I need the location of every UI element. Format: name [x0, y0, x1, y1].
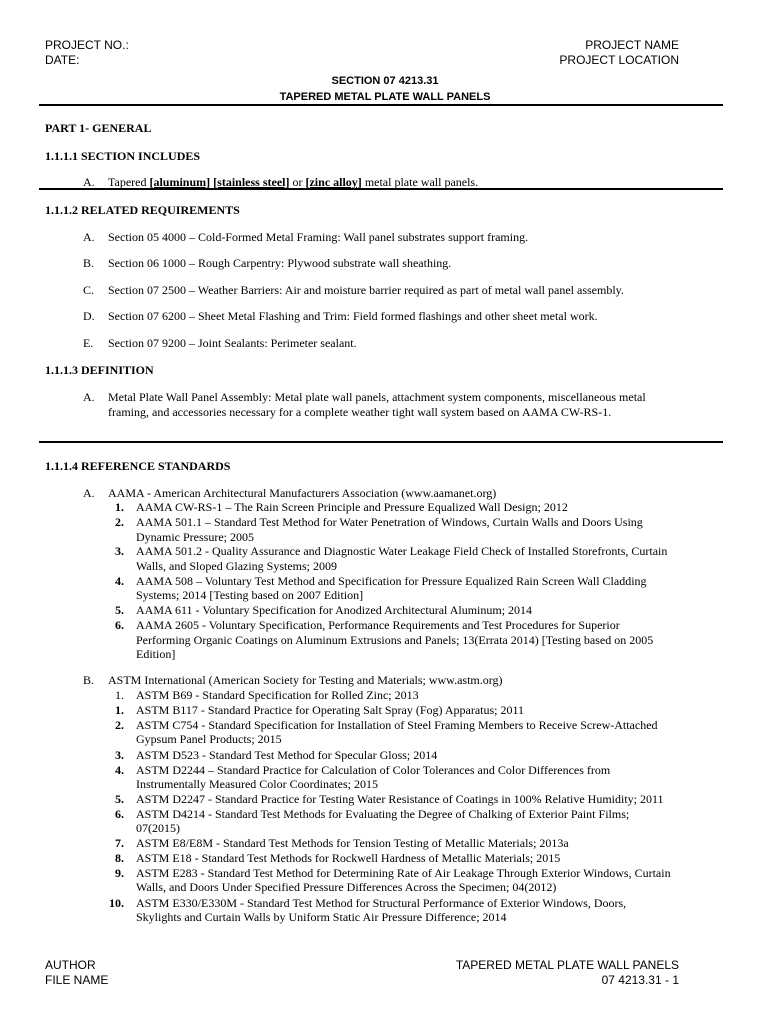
item-text-line: Instrumentally Measured Color Coordinates; 2015 — [136, 777, 378, 791]
item-text-line: ASTM E283 - Standard Test Method for Determining Rate of Air Leakage Through Exterior Windows, Curtain — [136, 866, 671, 880]
item-number: 1. — [115, 500, 124, 514]
item-text-line: framing, and accessories necessary for a complete weather tight wall system based on AAMA CW-RS-1. — [108, 405, 612, 419]
footer-author: AUTHOR — [45, 958, 96, 972]
item-number: 9. — [115, 866, 124, 880]
footer-page-number: 07 4213.31 - 1 — [601, 973, 679, 987]
item-text-line: ASTM E330/E330M - Standard Test Method for Structural Performance of Exterior Windows, Doors, — [136, 896, 627, 910]
item-number: 3. — [115, 544, 124, 558]
item-text-line: AAMA 508 – Voluntary Test Method and Specification for Pressure Equalized Rain Screen Wall Cladding — [136, 574, 647, 588]
item-letter: A. — [83, 390, 95, 404]
item-letter: E. — [83, 336, 94, 350]
option-stainless-steel: [stainless steel] — [213, 175, 290, 189]
item-text-line: ASTM C754 - Standard Specification for Installation of Steel Framing Members to Receive Screw-Attached — [136, 718, 658, 732]
item-text-line: ASTM D523 - Standard Test Method for Specular Gloss; 2014 — [136, 748, 438, 762]
item-text: Tapered [aluminum] [stainless steel] or [zinc alloy] metal plate wall panels. — [108, 175, 479, 189]
item-letter: D. — [83, 309, 95, 323]
item-number: 6. — [115, 807, 124, 821]
item-text-line: AAMA 501.2 - Quality Assurance and Diagnostic Water Leakage Field Check of Installed Storefronts, Curtain — [136, 544, 668, 558]
footer-document-title: TAPERED METAL PLATE WALL PANELS — [455, 958, 679, 972]
section-title: TAPERED METAL PLATE WALL PANELS — [279, 91, 491, 103]
item-text-line: AAMA 2605 - Voluntary Specification, Performance Requirements and Test Procedures for Superior — [136, 618, 620, 632]
reference-standards-heading: 1.1.1.4 REFERENCE STANDARDS — [45, 459, 231, 473]
item-text-line: AAMA CW-RS-1 – The Rain Screen Principle and Pressure Equalized Wall Design; 2012 — [136, 500, 568, 514]
title-rule — [39, 104, 723, 106]
item-number: 1. — [115, 688, 124, 702]
item-number: 8. — [115, 851, 124, 865]
item-text: Section 06 1000 – Rough Carpentry: Plywood substrate wall sheathing. — [108, 256, 452, 270]
item-number: 4. — [115, 574, 124, 588]
part-heading: PART 1- GENERAL — [45, 121, 152, 135]
section-includes-heading: 1.1.1.1 SECTION INCLUDES — [45, 149, 201, 163]
item-text-line: Edition] — [136, 647, 176, 661]
related-requirements-heading: 1.1.1.2 RELATED REQUIREMENTS — [45, 203, 240, 217]
item-letter: A. — [83, 175, 95, 189]
item-letter: A. — [83, 230, 95, 244]
item-letter: B. — [83, 673, 95, 687]
item-text-line: Metal Plate Wall Panel Assembly: Metal plate wall panels, attachment system components, miscellaneous metal — [108, 390, 646, 404]
item-text-line: ASTM E18 - Standard Test Methods for Rockwell Hardness of Metallic Materials; 2015 — [136, 851, 561, 865]
project-location: PROJECT LOCATION — [559, 53, 679, 67]
project-name: PROJECT NAME — [585, 38, 679, 52]
item-text-line: 07(2015) — [136, 821, 180, 835]
item-text-line: Walls, and Doors Under Specified Pressure Differences Across the Specimen; 04(2012) — [136, 880, 557, 894]
item-text-line: ASTM D4214 - Standard Test Methods for Evaluating the Degree of Chalking of Exterior Paint Films; — [136, 807, 630, 821]
item-text-line: Gypsum Panel Products; 2015 — [136, 732, 282, 746]
item-number: 6. — [115, 618, 124, 632]
project-number-label: PROJECT NO.: — [45, 38, 129, 52]
definition-heading: 1.1.1.3 DEFINITION — [45, 363, 154, 377]
item-letter: C. — [83, 283, 95, 297]
item-text-line: ASTM E8/E8M - Standard Test Methods for Tension Testing of Metallic Materials; 2013a — [136, 836, 569, 850]
item-text-line: Walls, and Sloped Glazing Systems; 2009 — [136, 559, 338, 573]
item-text: Section 07 6200 – Sheet Metal Flashing and Trim: Field formed flashings and other sheet metal work. — [108, 309, 598, 323]
item-text-line: Performing Organic Coatings on Aluminum Extrusions and Panels; 13(Errata 2014) [Testing based on 2005 — [136, 633, 654, 647]
item-text: Section 07 2500 – Weather Barriers: Air and moisture barrier required as part of metal wall panel assembly. — [108, 283, 624, 297]
item-number: 3. — [115, 748, 124, 762]
item-text-line: ASTM B117 - Standard Practice for Operating Salt Spray (Fog) Apparatus; 2011 — [136, 703, 525, 717]
item-text-line: Dynamic Pressure; 2005 — [136, 530, 254, 544]
item-letter: A. — [83, 486, 95, 500]
item-text-line: ASTM D2247 - Standard Practice for Testing Water Resistance of Coatings in 100% Relative Humidity; 2011 — [136, 792, 664, 806]
option-aluminum: [aluminum] — [149, 175, 211, 189]
item-number: 10. — [109, 896, 124, 910]
item-number: 2. — [115, 718, 124, 732]
item-text-line: Skylights and Curtain Walls by Uniform Static Air Pressure Difference; 2014 — [136, 910, 507, 924]
item-number: 4. — [115, 763, 124, 777]
item-number: 5. — [115, 603, 124, 617]
item-text: Section 07 9200 – Joint Sealants: Perimeter sealant. — [108, 336, 357, 350]
section-rule — [39, 441, 723, 443]
item-text: Section 05 4000 – Cold-Formed Metal Framing: Wall panel substrates support framing. — [108, 230, 529, 244]
item-text-line: AAMA 501.1 – Standard Test Method for Water Penetration of Windows, Curtain Walls and Doors Using — [136, 515, 643, 529]
item-number: 5. — [115, 792, 124, 806]
item-text-line: Systems; 2014 [Testing based on 2007 Edition] — [136, 588, 364, 602]
date-label: DATE: — [45, 53, 80, 67]
item-text-line: AAMA 611 - Voluntary Specification for Anodized Architectural Aluminum; 2014 — [136, 603, 533, 617]
item-text: AAMA - American Architectural Manufacturers Association (www.aamanet.org) — [108, 486, 497, 500]
item-text-line: ASTM B69 - Standard Specification for Rolled Zinc; 2013 — [136, 688, 419, 702]
item-text-line: ASTM D2244 – Standard Practice for Calculation of Color Tolerances and Color Differences from — [136, 763, 611, 777]
footer-file-name: FILE NAME — [45, 973, 109, 987]
item-number: 1. — [115, 703, 124, 717]
section-number: SECTION 07 4213.31 — [331, 75, 439, 87]
item-text: ASTM International (American Society for Testing and Materials; www.astm.org) — [108, 673, 503, 687]
option-zinc-alloy: [zinc alloy] — [305, 175, 362, 189]
section-rule — [39, 188, 723, 190]
item-letter: B. — [83, 256, 95, 270]
item-number: 2. — [115, 515, 124, 529]
item-number: 7. — [115, 836, 124, 850]
